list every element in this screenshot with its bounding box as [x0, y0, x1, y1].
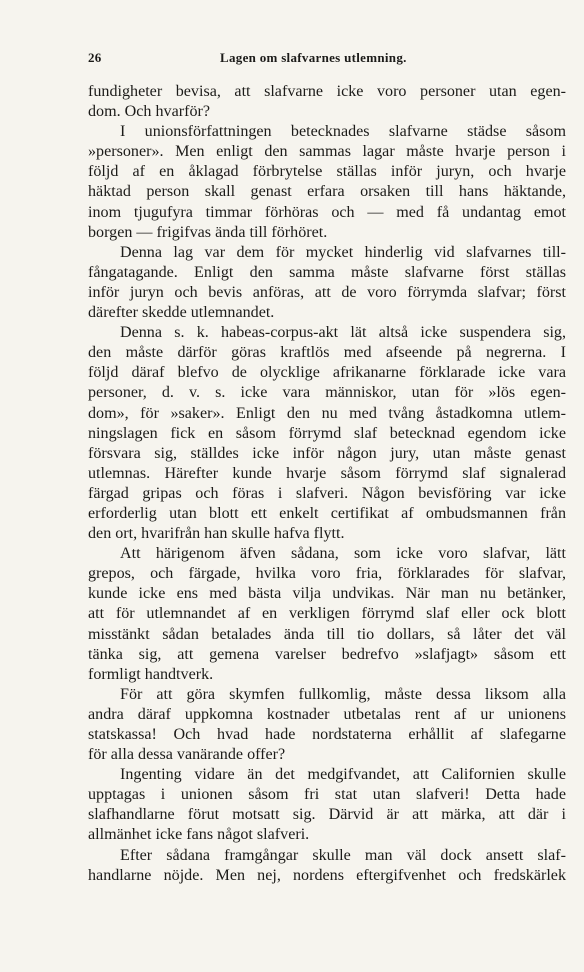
text-line: utlemnas. Härefter kunde hvarje såsom förrymd slaf signalerad	[88, 464, 566, 482]
text-line: allmänhet icke fans något slafveri.	[88, 826, 310, 844]
text-line: dom», för »saker». Enligt den nu med tvång åstadkomna utlem-	[88, 404, 566, 422]
text-line: försvara sig, ställdes icke inför någon jury, utan måste genast	[88, 444, 566, 462]
text-line: för alla dessa vanärande offer?	[88, 746, 286, 764]
text-line: den ort, hvarifrån han skulle hafva flytt.	[88, 525, 345, 543]
text-line: erforderlig utan blott ett enkelt certifikat af ombudsmannen från	[88, 504, 566, 522]
text-line: kunde icke ens med bästa vilja undvikas. När man nu betänker,	[88, 585, 566, 603]
text-line: andra däraf uppkomna kostnader utbetalas rent af ur unionens	[88, 705, 566, 723]
text-line: upptagas i unionen såsom fri stat utan slafveri! Detta hade	[88, 786, 566, 804]
body-text	[88, 82, 566, 886]
text-line: ningslagen fick en såsom förrymd slaf betecknad egendom icke	[88, 424, 566, 442]
text-line: följd af en åklagad förbrytelse ställas inför juryn, och hvarje	[88, 163, 566, 181]
text-line: »personer». Men enligt den sammas lagar måste hvarje person i	[88, 143, 566, 161]
text-line: formligt handtverk.	[88, 665, 214, 683]
text-line: fångatagande. Enligt den samma måste slafvarne först ställas	[88, 263, 566, 281]
text-line: misstänkt sådan betalades ända till tio dollars, så låter det väl	[88, 625, 566, 643]
text-line: För att göra skymfen fullkomlig, måste dessa liksom alla	[120, 685, 566, 703]
text-line: dom. Och hvarför?	[88, 103, 210, 121]
text-line: häktad person skall genast erfara orsaken till hans häktande,	[88, 183, 566, 201]
text-line: personer, d. v. s. icke vara människor, utan för »lös egen-	[88, 384, 566, 402]
text-line: Ingenting vidare än det medgifvandet, att Californien skulle	[120, 766, 566, 784]
text-line: I unionsförfattningen betecknades slafvarne städse såsom	[120, 123, 566, 141]
text-line: statskassa! Och hvad hade nordstaterna erhållit af slafegarne	[88, 726, 566, 743]
text-line: borgen — frigifvas ända till förhöret.	[88, 223, 328, 241]
text-line: följd däraf blefvo de olycklige afrikanarne förklarade icke vara	[88, 364, 566, 382]
page-number: 26	[88, 50, 102, 65]
text-line: slafhandlarne förut motsatt sig. Därvid är att märka, att där i	[88, 806, 566, 824]
text-line: grepos, och färgade, hvilka voro fria, förklarades för slafvar,	[88, 565, 566, 583]
text-line: fundigheter bevisa, att slafvarne icke voro personer utan egen-	[88, 83, 566, 100]
text-line: Denna lag var dem för mycket hinderlig vid slafvarnes till-	[120, 243, 566, 261]
text-line: Att härigenom äfven sådana, som icke voro slafvar, lätt	[120, 545, 566, 563]
text-line: färgad gripas och föras i slafveri. Någon bevisföring var icke	[88, 484, 566, 502]
text-line: därefter skedde utlemnandet.	[88, 304, 275, 322]
text-line: Denna s. k. habeas-corpus-akt lät altså icke suspendera sig,	[120, 324, 566, 342]
text-line: inför juryn och bevis anföras, att de voro förrymda slafvar; först	[88, 283, 566, 301]
text-line: inom tjugufyra timmar förhöras och — med få undantag emot	[88, 203, 566, 221]
page-header	[88, 50, 566, 70]
running-title: Lagen om slafvarnes utlemning.	[220, 50, 407, 65]
text-line: den måste därför göras kraftlös med afseende på negrerna. I	[88, 344, 566, 362]
text-line: tänka sig, att gemena varelser bedrefvo »slafjagt» såsom ett	[88, 645, 566, 663]
text-line: handlarne nöjde. Men nej, nordens eftergifvenhet och fredskärlek	[88, 866, 566, 884]
text-line: att för utlemnandet af en verkligen förrymd slaf eller ock blott	[88, 605, 566, 623]
text-line: Efter sådana framgångar skulle man väl dock ansett slaf-	[120, 846, 566, 864]
